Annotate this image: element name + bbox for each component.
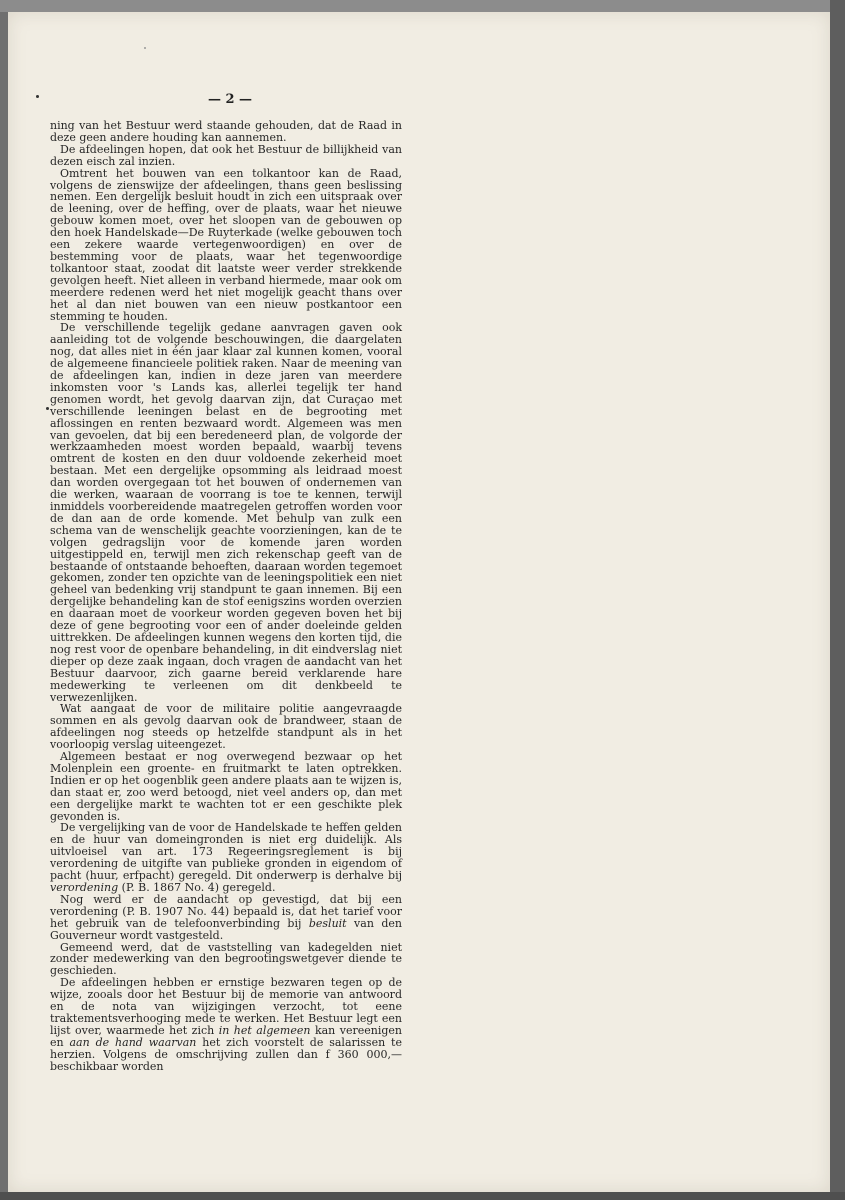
paragraph — [50, 977, 402, 1072]
scan-background-right — [830, 0, 845, 1200]
paragraph-text: De afdeelingen hopen, dat ook het Bestuur de billijkheid van dezen eisch zal inzien. — [50, 142, 402, 168]
scan-background-top — [0, 0, 845, 12]
paragraph-text: (P. B. 1867 No. 4) geregeld. — [118, 881, 276, 894]
ink-speck — [36, 95, 39, 98]
ink-speck — [46, 407, 49, 410]
paragraph — [50, 703, 402, 751]
italic-text: verordening — [50, 881, 119, 894]
paragraph — [50, 144, 402, 168]
paragraph — [50, 168, 402, 323]
paragraph — [50, 120, 402, 144]
scan-background-bottom — [0, 1192, 845, 1200]
paragraph-text: De vergelijking van de voor de Handelskade te heffen gelden en de huur van domeingronden is niet erg duidelijk. Als uitvloeisel van art. 173 Regeeringsreglement is bij verordening de uitgifte van publieke gronden in eigendom of pacht (huur, erfpacht) geregeld. Dit onderwerp is derhalve bij — [50, 821, 402, 883]
italic-text: besluit — [308, 916, 347, 930]
italic-text: in het algemeen — [218, 1023, 311, 1037]
paragraph-text: Algemeen bestaat er nog overwegend bezwaar op het Molenplein een groente- en fruitmarkt te laten optrekken. Indien er op het oogenblik geen andere plaats aan te wijzen is, dan staat er, zoo werd betoogd, niet veel anders op, dan met een dergelijke markt te wachten tot er een geschikte plek gevonden is. — [50, 750, 402, 823]
paragraph-text: Gemeend werd, dat de vaststelling van kadegelden niet zonder medewerking van den begrootingswetgever diende te geschieden. — [50, 940, 402, 978]
paragraph-text: Nog werd er de aandacht op gevestigd, dat bij een verordening (P. B. 1907 No. 44) bepaald is, dat het tarief voor het gebruik van de telefoonverbinding bij — [50, 892, 402, 930]
page-number: — 2 — — [207, 92, 253, 107]
paragraph-text: De verschillende tegelijk gedane aanvragen gaven ook aanleiding tot de volgende beschouwingen, die daargelaten nog, dat alles niet in één jaar klaar zal kunnen komen, vooral de algemeene financieele politiek raken. Naar de meening van de afdeelingen kan, indien in deze jaren van meerdere inkomsten voor 's Lands kas, allerlei tegelijk ter hand genomen wordt, het gevolg daarvan zijn, dat Curaçao met verschillende leeningen belast en de begrooting met aflossingen en renten bezwaard wordt. Algemeen was men van gevoelen, dat bij een beredeneerd plan, de volgorde der werkzaamheden moest worden bepaald, waarbij tevens omtrent de kosten en den duur voldoende zekerheid moet bestaan. Met een dergelijke opsomming als leidraad moest dan worden overgegaan tot het bouwen of ondernemen van die werken, waaraan de voorrang is toe te kennen, terwijl inmiddels voorbereidende maatregelen getroffen worden voor de dan aan de orde komende. Met behulp van zulk een schema van de wenschelijk geachte voorzieningen, kan de te volgen gedragslijn voor de komende jaren worden uitgestippeld en, terwijl men zich rekenschap geeft van de bestaande of ontstaande behoeften, daaraan worden tegemoet gekomen, zonder ten opzichte van de leeningspolitiek een niet geheel van bedenking vrij standpunt te gaan innemen. Bij een dergelijke behandeling kan de stof eenigszins worden overzien en daaraan moet de voorkeur worden gegeven boven het bij deze of gene begrooting voor een of ander doeleinde gelden uittrekken. De afdeelingen kunnen wegens den korten tijd, die nog rest voor de openbare behandeling, in dit eindverslag niet dieper op deze zaak ingaan, doch vragen de aandacht van het Bestuur daarvoor, zich gaarne bereid verklarende hare medewerking te verleenen om dit denkbeeld te verwezenlijken. — [50, 321, 402, 704]
paragraph — [50, 822, 402, 893]
paragraph-text: Omtrent het bouwen van een tolkantoor kan de Raad, volgens de zienswijze der afdeelingen, thans geen beslissing nemen. Een dergelijk besluit houdt in zich een uitspraak over de leening, over de heffing, over de plaats, waar het nieuwe gebouw komen moet, over het sloopen van de gebouwen op den hoek Handelskade—De Ruyterkade (welke gebouwen toch een zekere waarde vertegenwoordigen) en over de bestemming voor de plaats, waar het tegenwoordige tolkantoor staat, zoodat dit laatste weer verder strekkende gevolgen heeft. Niet alleen in verband hiermede, maar ook om meerdere redenen werd het niet mogelijk geacht thans over het al dan niet bouwen van een nieuw postkantoor een stemming te houden. — [50, 166, 402, 323]
paragraph — [50, 322, 402, 703]
paragraph-text: kan vereenigen en — [50, 1023, 402, 1049]
paragraph — [50, 942, 402, 978]
ink-speck — [144, 47, 146, 49]
italic-text: aan de hand waarvan — [69, 1035, 197, 1049]
paragraph-text: van den Gouverneur wordt vastgesteld. — [50, 916, 402, 942]
paragraph-text: ning van het Bestuur werd staande gehouden, dat de Raad in deze geen andere houding kan aannemen. — [50, 119, 402, 144]
paragraph — [50, 751, 402, 822]
paragraph — [50, 894, 402, 942]
paragraph-text: De afdeelingen hebben er ernstige bezwaren tegen op de wijze, zooals door het Bestuur bij de memorie van antwoord en de nota van wijzigingen verzocht, tot eene traktementsverhooging mede te werken. Het Bestuur legt een lijst over, waarmede het zich — [50, 976, 402, 1037]
paragraph-text: het zich voorstelt de salarissen te herzien. Volgens de omschrijving zullen dan f 360 000,— beschikbaar worden — [50, 1035, 402, 1073]
text-column — [50, 120, 402, 1073]
paragraph-text: Wat aangaat de voor de militaire politie aangevraagde sommen en als gevolg daarvan ook de brandweer, staan de afdeelingen nog steeds op hetzelfde standpunt als in het voorloopig verslag uiteengezet. — [50, 702, 402, 752]
